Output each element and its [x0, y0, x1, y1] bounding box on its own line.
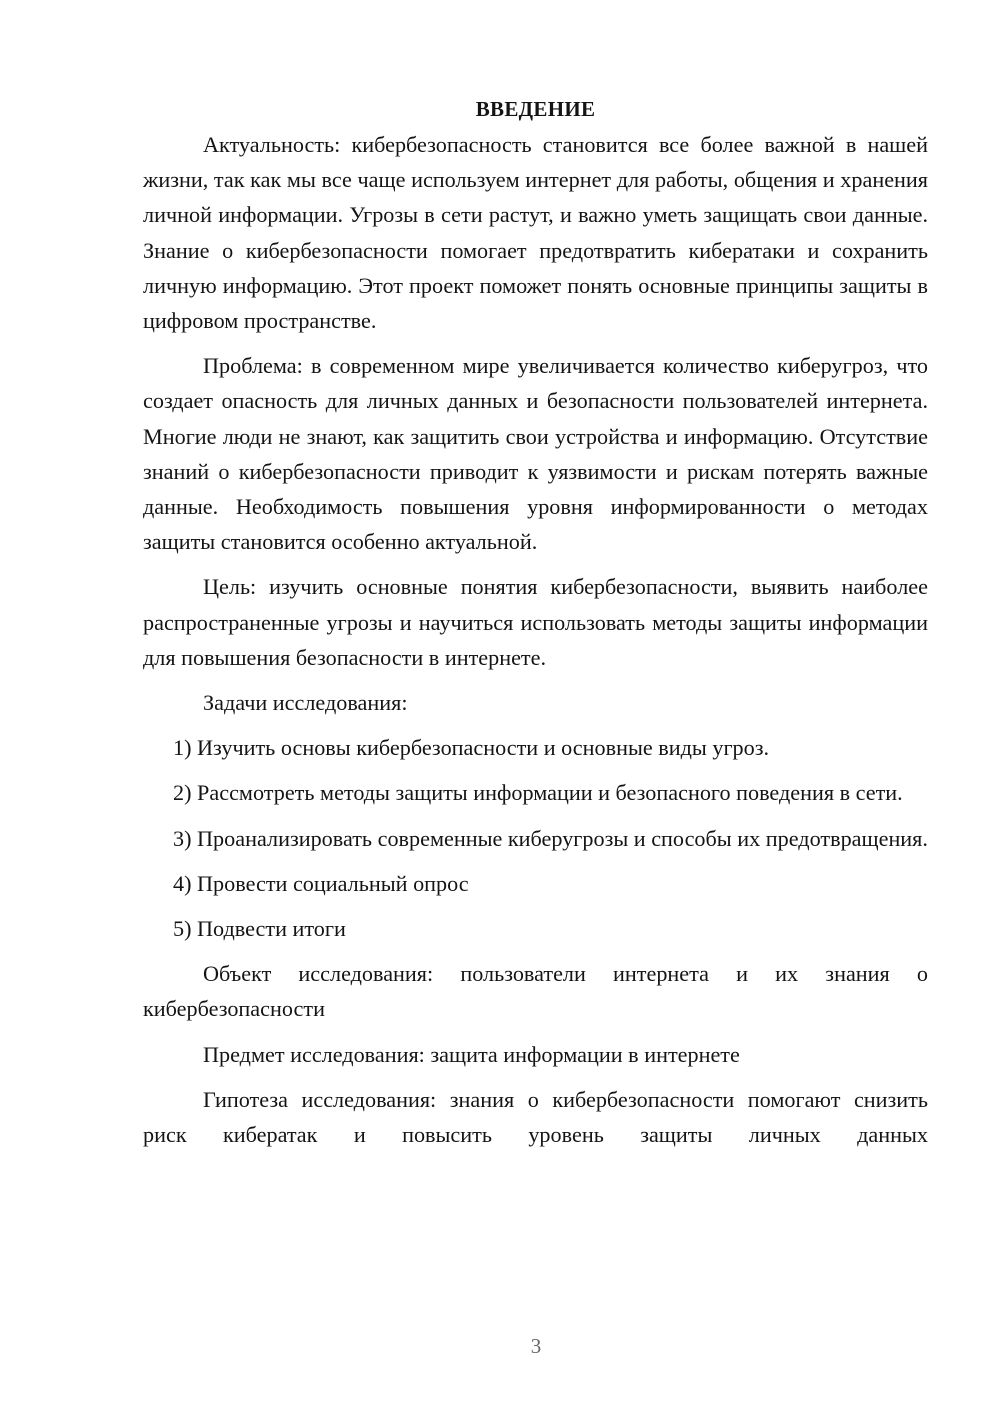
goal-paragraph: Цель: изучить основные понятия кибербезопасности, выявить наиболее распространенные угрозы и научиться использовать методы защиты информации для повышения безопасности в интернете.: [143, 574, 928, 670]
relevance-paragraph: Актуальность: кибербезопасность становится все более важной в нашей жизни, так как мы все чаще используем интернет для работы, общения и хранения личной информации. Угрозы в сети растут, и важно уметь защищать свои данные. Знание о кибербезопасности помогает предотвратить кибератаки и сохранить личную информацию. Этот проект поможет понять основные принципы защиты в цифровом пространстве.: [143, 132, 928, 334]
section-heading: ВВЕДЕНИЕ: [475, 97, 596, 121]
task-item-2: 2) Рассмотреть методы защиты информации и безопасного поведения в сети.: [173, 780, 903, 806]
task-item-1: 1) Изучить основы кибербезопасности и основные виды угроз.: [173, 735, 770, 761]
tasks-heading: Задачи исследования:: [203, 690, 408, 716]
task-item-5: 5) Подвести итоги: [173, 916, 346, 942]
page-number: 3: [530, 1334, 542, 1358]
hypothesis-paragraph: Гипотеза исследования: знания о кибербезопасности помогают снизить риск кибератак и повысить уровень защиты личных данных: [143, 1086, 928, 1148]
problem-paragraph: Проблема: в современном мире увеличивается количество киберугроз, что создает опасность для личных данных и безопасности пользователей интернета. Многие люди не знают, как защитить свои устройства и информацию. Отсутствие знаний о кибербезопасности приводит к уязвимости и рискам потерять важные данные. Необходимость повышения уровня информированности о методах защиты становится особенно актуальной.: [143, 353, 928, 555]
research-object-paragraph: Объект исследования: пользователи интернета и их знания о кибербезопасности: [143, 961, 928, 1022]
task-item-3: 3) Проанализировать современные киберугрозы и способы их предотвращения.: [173, 825, 928, 851]
research-subject-paragraph: Предмет исследования: защита информации в интернете: [203, 1041, 740, 1067]
page-body: [143, 92, 928, 1152]
task-item-4: 4) Провести социальный опрос: [173, 870, 469, 896]
